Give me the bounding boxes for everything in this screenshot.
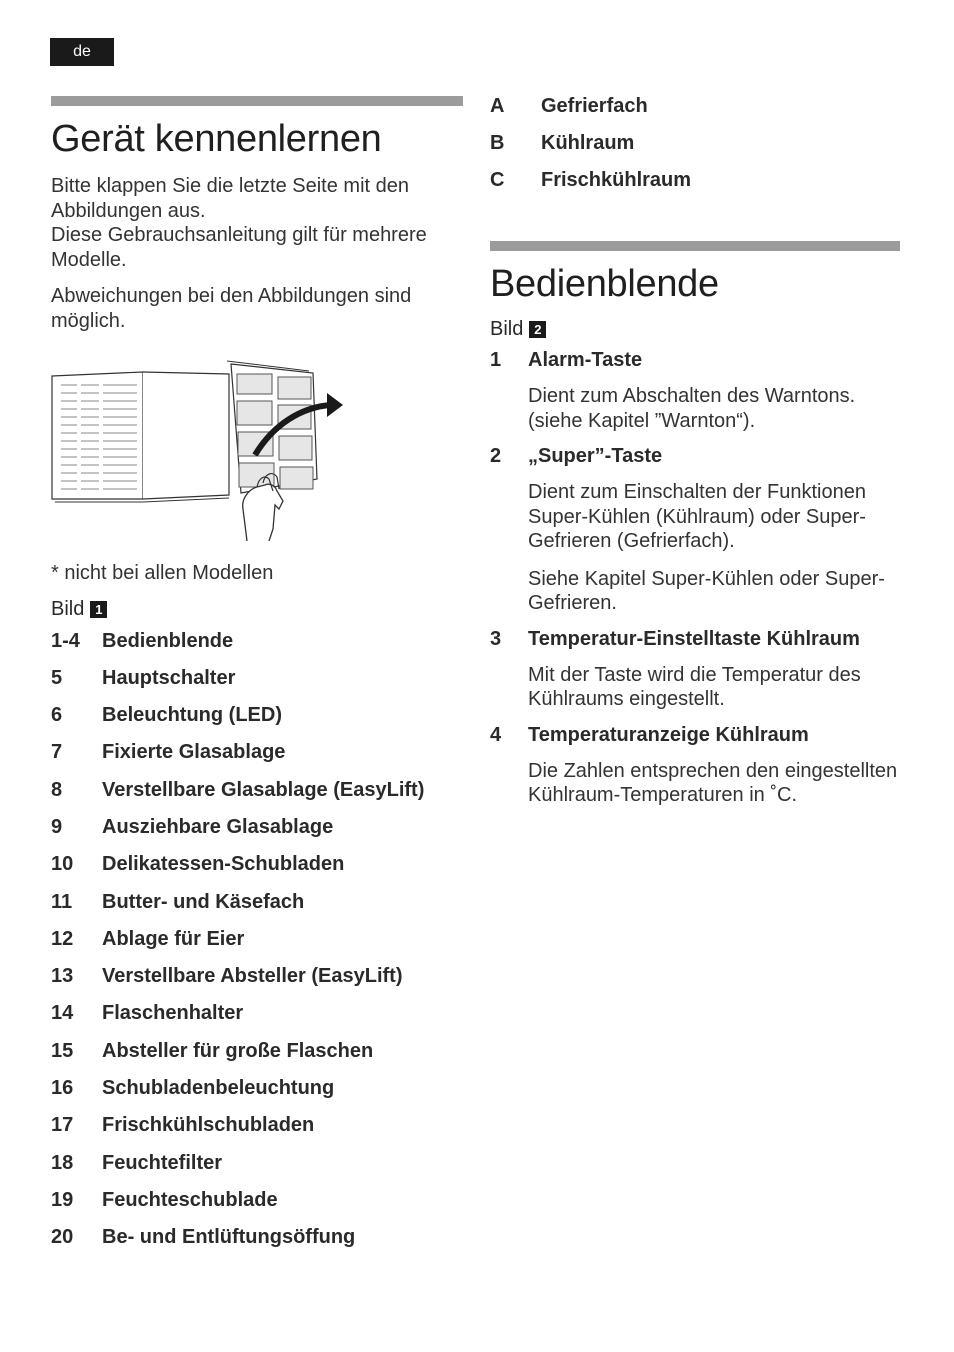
footnote: * nicht bei allen Modellen (51, 562, 274, 584)
control-heading (490, 723, 900, 747)
list-item (51, 1076, 463, 1113)
item-number: 10 (51, 853, 74, 876)
control-heading (490, 444, 900, 468)
item-label: Ablage für Eier (102, 927, 245, 950)
item-number: 11 (51, 890, 73, 913)
control-description: Dient zum Einschalten der Funktionen Super-Kühlen (Kühlraum) oder Super-Gefrieren (Gefrierfach). (528, 481, 866, 552)
control-heading (490, 627, 900, 651)
control-number: 1 (490, 349, 502, 371)
list-item (51, 815, 463, 852)
item-number: 7 (51, 741, 63, 764)
control-item (490, 444, 900, 616)
item-number: 19 (51, 1188, 74, 1211)
control-item (490, 723, 900, 808)
item-number: 8 (51, 778, 63, 801)
list-item (51, 740, 463, 777)
figure-number-badge: 1 (90, 601, 107, 618)
language-tab: de (50, 38, 114, 66)
control-description: Dient zum Abschalten des Warntons. (siehe Kapitel ”Warnton“). (528, 385, 856, 432)
item-number: 9 (51, 815, 63, 838)
control-label: Temperaturanzeige Kühlraum (528, 723, 809, 746)
list-item (51, 890, 463, 927)
control-number: 3 (490, 627, 502, 650)
fold-out-illustration (51, 359, 351, 541)
zone-letter: B (490, 132, 505, 154)
item-label: Ausziehbare Glasablage (102, 815, 334, 838)
item-label: Schubladenbeleuchtung (102, 1077, 335, 1100)
right-column (490, 92, 900, 819)
control-heading (490, 348, 900, 372)
list-item (51, 964, 463, 1001)
zone-label: Gefrierfach (541, 95, 648, 117)
item-number: 17 (51, 1114, 74, 1137)
figure-label: Bild (51, 597, 85, 620)
item-label: Delikatessen-Schubladen (102, 853, 345, 876)
item-number: 12 (51, 927, 74, 950)
section-rule (51, 96, 463, 106)
item-label: Frischkühlschubladen (102, 1114, 315, 1137)
item-label: Feuchteschublade (102, 1188, 278, 1211)
list-item (51, 703, 463, 740)
list-item (51, 1188, 463, 1225)
control-number: 4 (490, 723, 502, 746)
left-column (51, 96, 463, 1263)
list-item (51, 1151, 463, 1188)
parts-list (51, 629, 463, 1263)
list-item (51, 666, 463, 703)
section-rule (490, 241, 900, 251)
zone-letter: A (490, 95, 505, 117)
item-number: 15 (51, 1039, 74, 1062)
item-label: Verstellbare Glasablage (EasyLift) (102, 778, 425, 801)
item-label: Hauptschalter (102, 666, 236, 689)
zone-item (490, 166, 900, 203)
control-item (490, 348, 900, 433)
control-item (490, 627, 900, 712)
item-label: Be- und Entlüftungsöffung (102, 1226, 356, 1249)
item-number: 16 (51, 1077, 74, 1100)
section-title: Bedienblende (490, 263, 719, 305)
figure-number-badge: 2 (529, 321, 546, 338)
item-number: 13 (51, 965, 74, 988)
item-number: 20 (51, 1226, 74, 1249)
control-label: „Super”-Taste (528, 445, 663, 467)
zone-label: Kühlraum (541, 132, 635, 154)
control-number: 2 (490, 445, 502, 467)
zone-label: Frischkühlraum (541, 169, 692, 191)
zone-item (490, 92, 900, 129)
item-number: 5 (51, 666, 63, 689)
item-number: 1-4 (51, 629, 80, 652)
intro-paragraph: Abweichungen bei den Abbildungen sind möglich. (51, 285, 412, 332)
list-item (51, 927, 463, 964)
control-label: Temperatur-Einstelltaste Kühlraum (528, 627, 860, 650)
item-number: 14 (51, 1002, 74, 1025)
zone-letter: C (490, 169, 505, 191)
control-description: Mit der Taste wird die Temperatur des Kühlraums eingestellt. (528, 663, 861, 710)
list-item (51, 629, 463, 666)
item-number: 18 (51, 1151, 74, 1174)
item-label: Bedienblende (102, 629, 234, 652)
list-item (51, 1113, 463, 1150)
intro-paragraph: Diese Gebrauchsanleitung gilt für mehrere Modelle. (51, 224, 427, 271)
item-label: Fixierte Glasablage (102, 741, 286, 764)
item-number: 6 (51, 704, 63, 727)
control-description: Die Zahlen entsprechen den eingestellten Kühlraum-Temperaturen in ˚C. (528, 759, 898, 806)
figure-reference (51, 598, 463, 621)
item-label: Verstellbare Absteller (EasyLift) (102, 965, 403, 988)
figure-reference (490, 318, 900, 341)
intro-paragraph: Bitte klappen Sie die letzte Seite mit den Abbildungen aus. (51, 175, 409, 222)
control-description: Siehe Kapitel Super-Kühlen oder Super-Gefrieren. (528, 567, 885, 614)
section-title: Gerät kennenlernen (51, 118, 382, 160)
control-list (490, 348, 900, 808)
figure-label: Bild (490, 318, 524, 340)
list-item (51, 1001, 463, 1038)
item-label: Beleuchtung (LED) (102, 704, 282, 727)
list-item (51, 778, 463, 815)
item-label: Feuchtefilter (102, 1151, 223, 1174)
item-label: Absteller für große Flaschen (102, 1039, 374, 1062)
control-label: Alarm-Taste (528, 349, 643, 371)
item-label: Flaschenhalter (102, 1002, 244, 1025)
list-item (51, 1225, 463, 1262)
zone-item (490, 129, 900, 166)
list-item (51, 1039, 463, 1076)
item-label: Butter- und Käsefach (102, 890, 305, 913)
list-item (51, 852, 463, 889)
zone-list (490, 92, 900, 203)
